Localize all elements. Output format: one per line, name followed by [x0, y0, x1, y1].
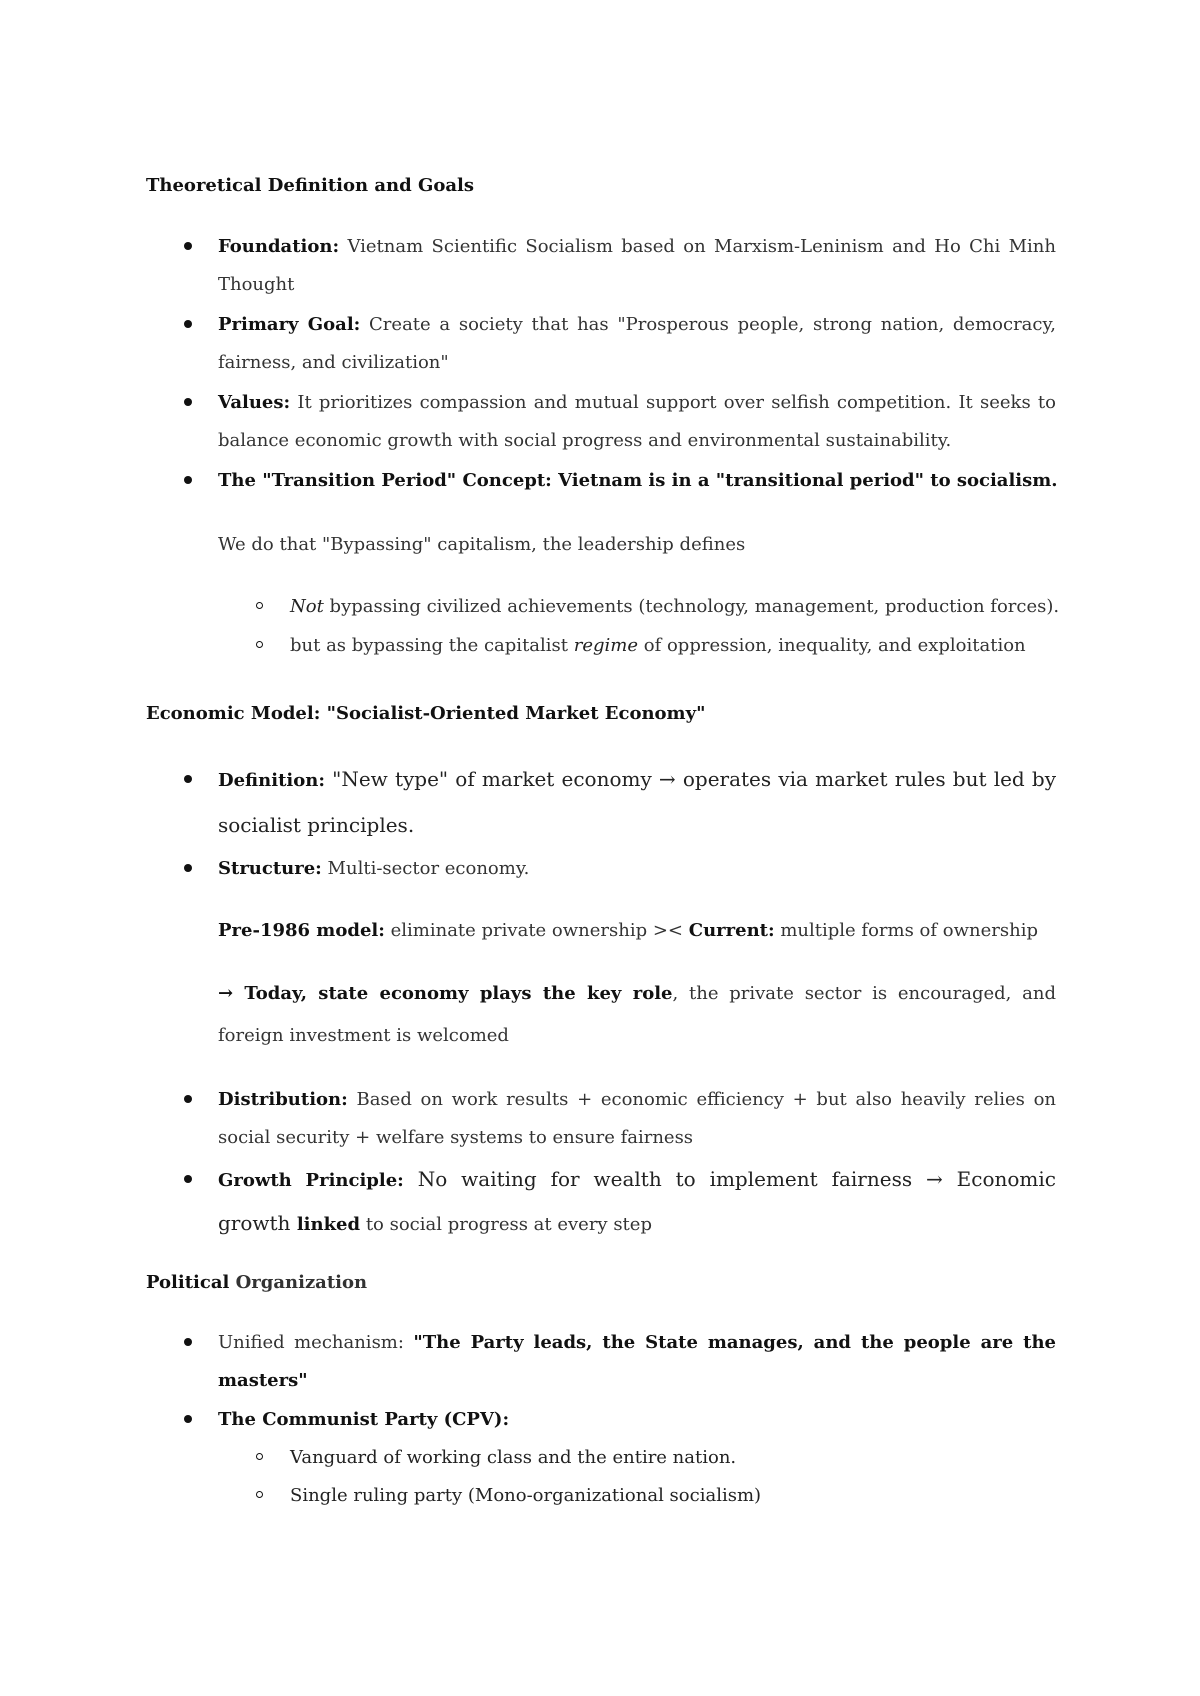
bullet-icon	[184, 1415, 192, 1423]
pre1986-text: eliminate private ownership ><	[384, 920, 689, 941]
sub-item-not-bypassing	[256, 588, 1060, 626]
bullet-icon	[184, 775, 192, 783]
bullet-icon	[184, 1175, 192, 1183]
sub-item-single-party	[256, 1477, 1056, 1515]
bypass-intro	[218, 524, 1056, 566]
list-item-cpv	[184, 1401, 1056, 1439]
distribution-text: Based on work results + economic efficiency + but also heavily relies on social security + welfare systems to ensure fairness	[218, 1089, 1056, 1148]
mechanism-pre: Unified mechanism:	[218, 1332, 414, 1353]
bullet-icon	[184, 398, 192, 406]
list-item-foundation	[184, 228, 1056, 304]
list-item-values	[184, 384, 1056, 460]
foundation-text: Vietnam Scientific Socialism based on Marxism-Leninism and Ho Chi Minh Thought	[218, 236, 1056, 295]
current-label: Current:	[688, 920, 775, 941]
bypass-intro-text: We do that "Bypassing" capitalism, the leadership defines	[218, 534, 746, 555]
section-heading-economic: Economic Model: "Socialist-Oriented Market Economy"	[146, 703, 706, 724]
primary-goal-label: Primary Goal:	[218, 314, 361, 335]
list-item-structure	[184, 850, 1056, 888]
pre1986-label: Pre-1986 model:	[218, 920, 385, 941]
organization-text: Organization	[229, 1272, 368, 1293]
distribution-label: Distribution:	[218, 1089, 348, 1110]
growth-text: No waiting for wealth to implement fairness → Economic growth	[218, 1167, 1056, 1235]
mechanism-bold: "The Party leads, the State manages, and the people are the masters"	[218, 1332, 1056, 1391]
sub2-post: of oppression, inequality, and exploitation	[638, 635, 1026, 656]
section-heading-theoretical: Theoretical Definition and Goals	[146, 175, 474, 196]
circle-bullet-icon	[256, 602, 263, 609]
bullet-icon	[184, 1095, 192, 1103]
circle-bullet-icon	[256, 1491, 263, 1498]
sub2-pre: but as bypassing the capitalist	[290, 635, 574, 656]
primary-goal-text: Create a society that has "Prosperous people, strong nation, democracy, fairness, and civilization"	[218, 314, 1056, 373]
cpv-sub1-text: Vanguard of working class and the entire nation.	[290, 1447, 737, 1468]
growth-post: to social progress at every step	[360, 1214, 652, 1235]
growth-label: Growth Principle:	[218, 1170, 404, 1191]
list-item-mechanism	[184, 1324, 1056, 1400]
regime-italic: regime	[573, 635, 639, 656]
values-label: Values:	[218, 392, 291, 413]
foundation-label: Foundation:	[218, 236, 340, 257]
list-item-distribution	[184, 1081, 1056, 1157]
bullet-icon	[184, 864, 192, 872]
circle-bullet-icon	[256, 641, 263, 648]
bullet-icon	[184, 320, 192, 328]
today-text: , the private sector is encouraged, and foreign investment is welcomed	[218, 983, 1057, 1046]
bullet-icon	[184, 1338, 192, 1346]
political-bold: Political	[146, 1272, 230, 1293]
list-item-growth	[184, 1158, 1056, 1246]
today-paragraph	[218, 973, 1056, 1057]
cpv-label: The Communist Party (CPV):	[218, 1409, 510, 1430]
not-italic: Not	[290, 596, 324, 617]
list-item-primary-goal	[184, 306, 1056, 382]
transition-text: The "Transition Period" Concept: Vietnam is in a "transitional period" to socialism.	[218, 470, 1058, 491]
values-text: It prioritizes compassion and mutual support over selfish competition. It seeks to balance economic growth with social progress and environmental sustainability.	[218, 392, 1056, 451]
sub1-text: bypassing civilized achievements (technology, management, production forces).	[323, 596, 1060, 617]
section-heading-political	[146, 1272, 367, 1293]
definition-text: "New type" of market economy → operates via market rules but led by socialist principles.	[218, 767, 1056, 837]
growth-linked: linked	[296, 1214, 361, 1235]
today-bold: → Today, state economy plays the key role	[218, 983, 673, 1004]
structure-text: Multi-sector economy.	[321, 858, 530, 879]
list-item-transition	[184, 462, 1056, 500]
circle-bullet-icon	[256, 1453, 263, 1460]
bullet-icon	[184, 242, 192, 250]
structure-label: Structure:	[218, 858, 322, 879]
sub-item-vanguard	[256, 1439, 1056, 1477]
current-text: multiple forms of ownership	[774, 920, 1038, 941]
bullet-icon	[184, 476, 192, 484]
pre1986-paragraph	[218, 910, 1056, 952]
sub-item-bypassing-regime	[256, 627, 1056, 665]
definition-label: Definition:	[218, 770, 325, 791]
list-item-definition	[184, 757, 1056, 848]
cpv-sub2-text: Single ruling party (Mono-organizational socialism)	[290, 1485, 762, 1506]
